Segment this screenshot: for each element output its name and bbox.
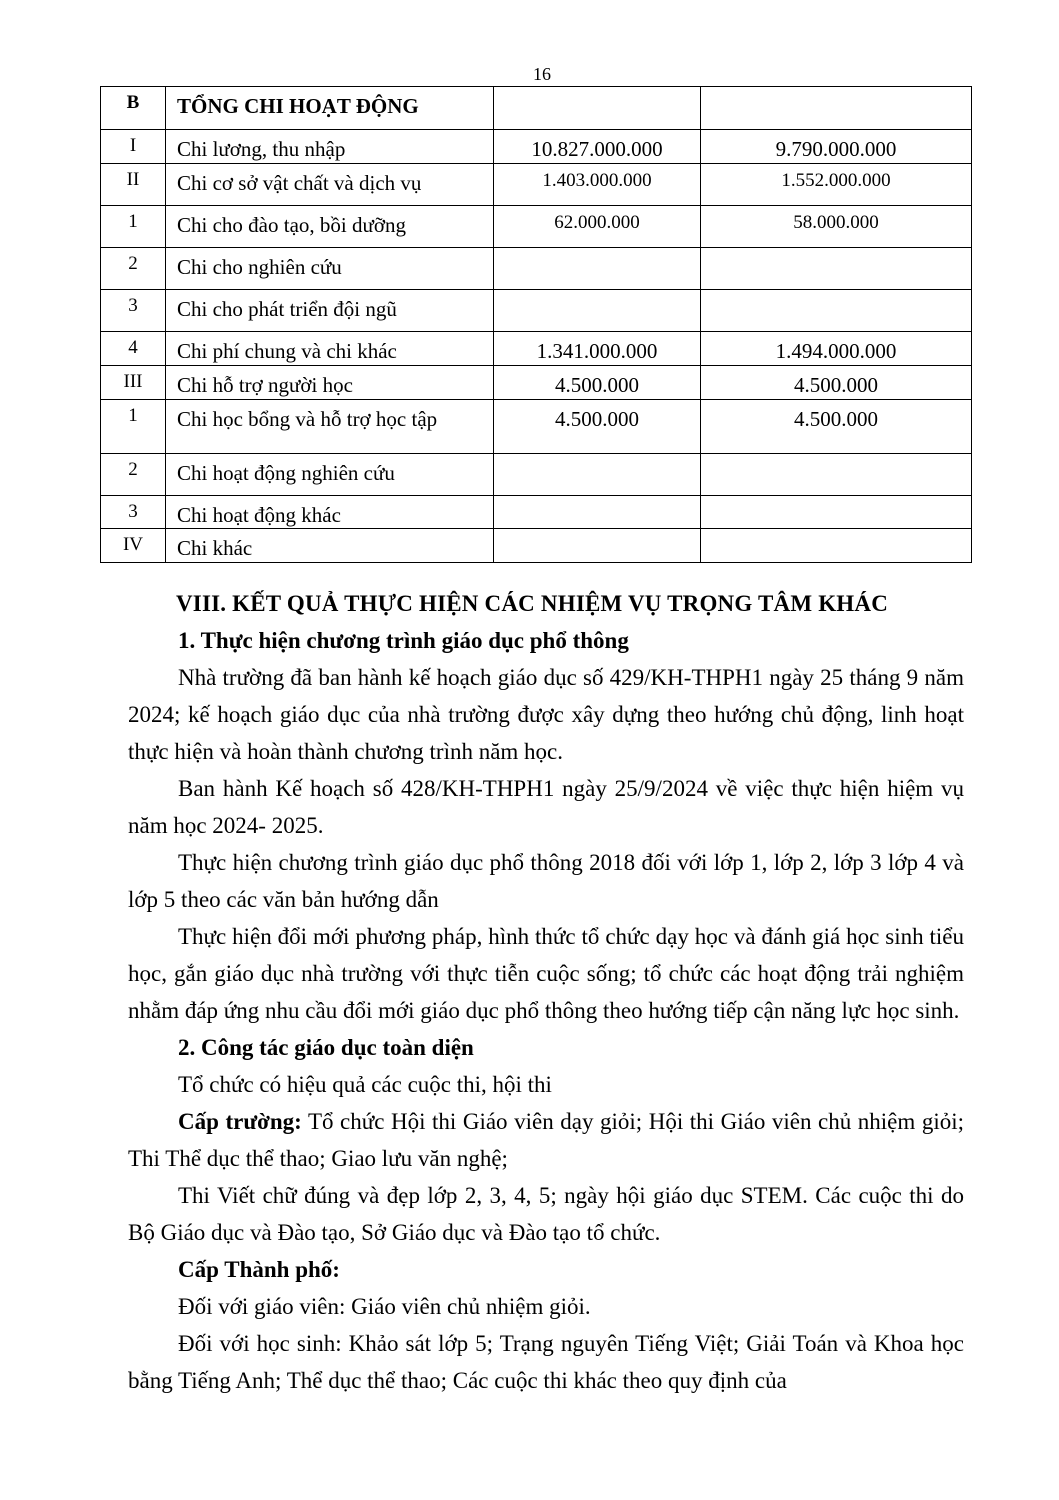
expenditure-table <box>100 86 972 563</box>
table-cell-col4: 1.494.000.000 <box>701 332 972 366</box>
table-cell-label: Chi phí chung và chi khác <box>166 332 494 366</box>
table-row <box>101 332 972 366</box>
table-cell-col3 <box>494 248 701 290</box>
paragraph: Nhà trường đã ban hành kế hoạch giáo dục số 429/KH-THPH1 ngày 25 tháng 9 năm 2024; kế hoạch giáo dục của nhà trường được xây dựng theo hướng chủ động, linh hoạt thực hiện và hoàn thành chương trình năm học. <box>128 665 964 764</box>
paragraph: Thi Viết chữ đúng và đẹp lớp 2, 3, 4, 5; ngày hội giáo dục STEM. Các cuộc thi do Bộ Giáo dục và Đào tạo, Sở Giáo dục và Đào tạo tổ chức. <box>128 1183 964 1245</box>
table-cell-label: Chi khác <box>166 529 494 563</box>
table-cell-code: 2 <box>101 454 166 496</box>
table-cell-col3 <box>494 87 701 130</box>
paragraph: Thực hiện đổi mới phương pháp, hình thức tổ chức dạy học và đánh giá học sinh tiểu học, gắn giáo dục nhà trường với thực tiễn cuộc sống; tổ chức các hoạt động trải nghiệm nhằm đáp ứng nhu cầu đổi mới giáo dục phổ thông theo hướng tiếp cận năng lực học sinh. <box>128 924 964 1023</box>
table-cell-code: 1 <box>101 206 166 248</box>
paragraph <box>128 1103 964 1177</box>
table-cell-col3 <box>494 529 701 563</box>
table-cell-code: B <box>101 87 166 130</box>
table-cell-label: Chi cho nghiên cứu <box>166 248 494 290</box>
table-row <box>101 400 972 454</box>
table-cell-label: Chi học bổng và hỗ trợ học tập <box>166 400 494 454</box>
table-row <box>101 496 972 529</box>
table-cell-col4 <box>701 87 972 130</box>
level-label-city: Cấp Thành phố: <box>178 1257 340 1282</box>
table-cell-col3: 4.500.000 <box>494 400 701 454</box>
level-label-school: Cấp trường: <box>178 1109 302 1134</box>
paragraph: Đối với học sinh: Khảo sát lớp 5; Trạng nguyên Tiếng Việt; Giải Toán và Khoa học bằng Tiếng Anh; Thể dục thể thao; Các cuộc thi khác theo quy định của <box>128 1331 964 1393</box>
table-cell-col3: 4.500.000 <box>494 366 701 400</box>
table-cell-col4: 4.500.000 <box>701 366 972 400</box>
table-cell-col3: 10.827.000.000 <box>494 130 701 164</box>
table-cell-col4: 9.790.000.000 <box>701 130 972 164</box>
table-row <box>101 290 972 332</box>
table-row <box>101 454 972 496</box>
table-cell-label: Chi hỗ trợ người học <box>166 366 494 400</box>
table-cell-col4 <box>701 290 972 332</box>
paragraph: Thực hiện chương trình giáo dục phổ thông 2018 đối với lớp 1, lớp 2, lớp 3 lớp 4 và lớp 5 theo các văn bản hướng dẫn <box>128 850 964 912</box>
table-cell-code: I <box>101 130 166 164</box>
table-cell-col4: 58.000.000 <box>701 206 972 248</box>
page-number: 16 <box>533 64 551 84</box>
table-cell-col3: 1.403.000.000 <box>494 164 701 206</box>
table-cell-code: II <box>101 164 166 206</box>
table-cell-label: Chi cơ sở vật chất và dịch vụ <box>166 164 494 206</box>
table-cell-col3: 1.341.000.000 <box>494 332 701 366</box>
table-cell-code: 2 <box>101 248 166 290</box>
table-cell-label: Chi hoạt động khác <box>166 496 494 529</box>
paragraph-text: Tổ chức Hội thi Giáo viên dạy giỏi; Hội thi Giáo viên chủ nhiệm giỏi; Thi Thể dục thể thao; Giao lưu văn nghệ; <box>128 1109 964 1171</box>
table-cell-col4 <box>701 248 972 290</box>
table-cell-col4 <box>701 496 972 529</box>
table-cell-col4: 4.500.000 <box>701 400 972 454</box>
table-cell-code: III <box>101 366 166 400</box>
table-row <box>101 206 972 248</box>
subsection-heading-2: 2. Công tác giáo dục toàn diện <box>178 1035 474 1060</box>
table-cell-code: IV <box>101 529 166 563</box>
table-cell-col3: 62.000.000 <box>494 206 701 248</box>
table-cell-label: Chi cho phát triển đội ngũ <box>166 290 494 332</box>
section-heading-viii: VIII. KẾT QUẢ THỰC HIỆN CÁC NHIỆM VỤ TRỌNG TÂM KHÁC <box>176 591 889 616</box>
subsection-heading-1: 1. Thực hiện chương trình giáo dục phổ thông <box>178 628 629 653</box>
table-cell-col3 <box>494 454 701 496</box>
table-cell-label: Chi cho đào tạo, bồi dưỡng <box>166 206 494 248</box>
table-cell-label: Chi lương, thu nhập <box>166 130 494 164</box>
table-row <box>101 366 972 400</box>
paragraph: Ban hành Kế hoạch số 428/KH-THPH1 ngày 25/9/2024 về việc thực hiện hiệm vụ năm học 2024- 2025. <box>128 776 964 838</box>
table-cell-col3 <box>494 496 701 529</box>
table-cell-col4 <box>701 529 972 563</box>
table-row <box>101 248 972 290</box>
table-cell-label: TỔNG CHI HOẠT ĐỘNG <box>166 87 494 130</box>
table-row <box>101 529 972 563</box>
paragraph: Tổ chức có hiệu quả các cuộc thi, hội thi <box>178 1072 552 1097</box>
table-cell-code: 3 <box>101 290 166 332</box>
table-cell-col4: 1.552.000.000 <box>701 164 972 206</box>
table-cell-code: 1 <box>101 400 166 454</box>
table-cell-col3 <box>494 290 701 332</box>
table-row <box>101 164 972 206</box>
document-body <box>128 585 964 1399</box>
paragraph: Đối với giáo viên: Giáo viên chủ nhiệm giỏi. <box>178 1294 591 1319</box>
table-cell-col4 <box>701 454 972 496</box>
table-header-row <box>101 87 972 130</box>
table-cell-label: Chi hoạt động nghiên cứu <box>166 454 494 496</box>
table-cell-code: 4 <box>101 332 166 366</box>
table-row <box>101 130 972 164</box>
table-cell-code: 3 <box>101 496 166 529</box>
